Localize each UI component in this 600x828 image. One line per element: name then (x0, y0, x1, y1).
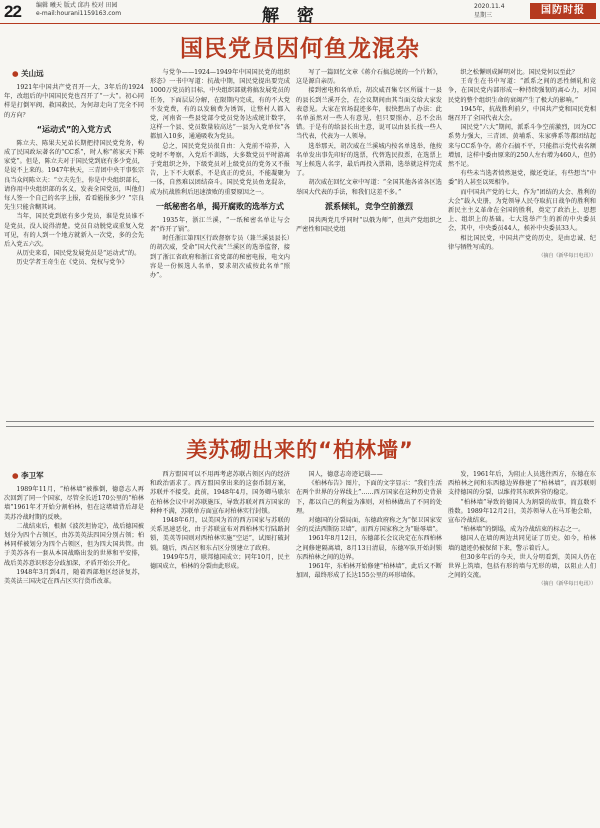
paragraph: 有些未当选者愤然退党，撤还党证，有些想当“中委”的人甚至以死相争。 (448, 170, 596, 187)
paragraph: 德国人在墙的两边共同见证了历史。如今，柏林墙的遗迹仍被保留下来，警示着后人。 (448, 535, 596, 552)
paragraph: “柏林墙”的倒塌，成为冷战结束的标志之一。 (460, 526, 585, 534)
paragraph: 从历史来看，国民党发展党员是“运动式”的。 (16, 250, 141, 258)
paragraph: 对德国的分裂局面，东德政府称之为“保卫国家安全的反法西斯防卫墙”，而西方国家称之为“耻辱墙”。 (296, 517, 442, 534)
paragraph: 但30多年后的今天，世人分明看到，美国人仍在世界上筑墙，包括有形的墙与无形的墙，以阻止人们之间的交流。 (448, 553, 596, 580)
article1-col2 (150, 68, 290, 418)
paragraph: 1935年，浙江兰溪，“一纸秘密名单让与会者“炸开了锅”。 (150, 216, 290, 234)
article1-col3 (296, 68, 442, 418)
paragraph: 1989年11月，“柏林墙”被推倒，德意志人再次回到了同一个国家，尽管全长近170公里的“柏林墙”1961年才开始分割柏林，但在这堵墙背后却是美苏冷战时期的反映。 (4, 486, 144, 521)
paragraph: “柏林墙”导致的德国人为割裂的故事，简直数不胜数。1989年12月2日，美苏领导人在马耳他会晤，宣布冷战结束。 (448, 498, 596, 525)
article1-col4 (448, 68, 596, 418)
email-line: e-mail:hourani1159163.com (36, 10, 122, 17)
issue-date (474, 2, 505, 20)
article2-col1 (4, 470, 144, 824)
paragraph: 总之，国民党党员很自由：入党前不培养，入党时不考察，入党后不训练，大多数党员平时游离于党组织之外，下级党员对上级党员的党务又不报告，上下不大联系，不是真正的党员，不能凝聚为一体，自然难以团结奋斗。国民党党员鱼龙混杂，成为抗战胜利后迅速溃败的重要原因之一。 (150, 142, 290, 196)
author-marker-icon: ● (12, 69, 22, 78)
page-header (0, 0, 600, 24)
section-title: 解 密 (262, 6, 320, 26)
paragraph: 1949年5月，联邦德国成立；同年10月，民主德国成立，柏林的分裂由此形成。 (150, 553, 290, 571)
article2-author (12, 470, 144, 481)
paragraph: 写了一篇回忆文章《蒋介石搞总统的一个片断》，这是源自亲历。 (296, 69, 442, 86)
article2-col3 (296, 470, 442, 824)
editor-meta (36, 2, 121, 18)
paragraph: 1948年3月到4月，随着西部地区经济复苏，美英法三国决定在西占区实行货币改革。 (4, 568, 144, 586)
paragraph: 国民党“六大”期间，派系斗争空前激烈，因为CC系势力强大，三青团、黄埔系、朱家骅系等都团结起来与CC系争夺。蒋介石搞不平，只能指示党代表名额增加，这样中委由原来的250人左右增为460人，但仍然不足。 (448, 124, 596, 169)
page-number: 22 (4, 2, 21, 21)
article1-credit: （摘自《新华每日电讯》） (538, 253, 596, 260)
article1-subhead3: 派系倾轧，竞争空前激烈 (325, 201, 413, 211)
article1-author-name: 关山远 (21, 69, 44, 78)
paragraph: 当年，国民党到底有多少党员，谁是党员谁不是党员，没人说得清楚。党员自动脱党或重复入党可见，有的人到一个地方就新入一次党，多的会先后入党五六次。 (4, 213, 144, 249)
paragraph: 陈立夫、陈果夫兄弟长期把持国民党党务，构成了民国政坛著名的“CC系”，时人称“蒋家天下陈家党”。但是，陈立夫对于国民党到底有多少党员，是说不上来的。1947年秋天，三青团中央干事张宗良当众问陈立夫：“立夫先生，你是中央组织部长，请你用中央组织部的名义，发表全国党员，叫他们每人签一个自己的名字上报，看看能报多少？”宗良先生只能含糊其词。 (4, 139, 144, 212)
paragraph: 与党争——1924—1949年中国国民党的组织形态》一书中写道：抗战中期，国民党提出要完成1000万党员的目标，中央组织部就将搞发展党员的任务，下面层层分解，在限期内完成，有的不大党不发党费，有的以发稿费为诱饵，让整村人都入党，河南省一些县党部令党员党务达成统计数字，这样一个县、党员数量较高达“一县为入党单位”各都加入10多，通通吸收为党员。 (150, 69, 290, 141)
author-marker-icon: ● (12, 471, 22, 480)
article1-title: 国民党员因何鱼龙混杂 (180, 36, 420, 62)
article1-subhead2: 一纸秘密名单，揭开腐败的选举方式 (156, 201, 284, 211)
paragraph: 发，1961年后，为阻止人员逃往西方，东德在东西柏林之间和东西德边界修建了“柏林墙”，而苏联则支持德国的分裂，以维持其东欧阵营的稳定。 (448, 471, 596, 497)
paragraph: 王奇生在书中写道：“派系之间的恶性倾轧和竞争，在国民党内部形成一种持续强韧的离心力，对国民党的整个组织生命的衰竭产生了极大的影响。” (448, 78, 596, 104)
article1-author (12, 68, 144, 79)
paragraph: 1961年，东柏林开始修建“柏林墙”，此后又不断加固，最终形成了长达155公里的环形墙体。 (296, 563, 442, 580)
paragraph: 相比国民党，中国共产党的历史，是由忠诚、纪律与牺牲写成的。 (448, 234, 596, 251)
paragraph: 1945年，抗战胜利前夕，中国共产党和国民党相继召开了全国代表大会。 (448, 105, 596, 123)
paragraph: 国人，德意志奇迹记载—— (308, 471, 383, 478)
paragraph: 国共两党几乎同时“以俄为师”，但共产党组织之严密性和国民党组 (296, 216, 442, 234)
article2-author-name: 李卫军 (21, 471, 44, 480)
paragraph: 历史学者王奇生在《党员、党权与党争》 (16, 259, 128, 267)
article1-col1 (4, 68, 144, 418)
paragraph: 1961年8月12日，东德部长会议决定在东西柏林之间修建隔离墙，8月13日清晨，东德军队开始封锁东西柏林之间的边界。 (296, 535, 442, 561)
weekday-line: 星期三 (474, 12, 493, 19)
article1-subhead1: “运动式”的入党方式 (36, 124, 112, 134)
paragraph: 织之松懈则成鲜明对比。国民党何以至此？ (460, 69, 578, 76)
paragraph: 选举那天，胡次威在兰溪城内按名单选举，他按名单发出事先印好的选票，代替选民投票，在选票上写上候选人名字，最后再投入票箱，选举就这样完成了。 (296, 142, 442, 178)
paragraph: 1921年中国共产党召开一大，3年后的1924年，改组后的中国国民党也召开了“一大”。初心同样是打倒军阀、救国救民，为何却走向了完全不同的方向？ (4, 84, 144, 119)
paragraph: 接到密电和名单后，胡次威召集专区所属十一县的县长到兰溪开会，在会议期间由其当面交给大家发表意见。大家在官场混迹多年，很快想出了办法：此名单虽然对一些人有意见，但只要照办，总不会出错。于是有的给县长出主意，说可以由县长找一些人当代表，代表为一人领导。 (296, 87, 442, 141)
article2-credit: （摘自《新华每日电讯》） (538, 581, 596, 588)
date-line: 2020.11.4 (474, 3, 505, 10)
paragraph: 时任浙江第四区行政督察专员（兼兰溪县县长）的胡次威，受命“国大代表”兰溪区的选举监督，接到了浙江省政府和浙江省党部的秘密电报，电文内容是一份候选人名单，要求胡次威按此名单“照办”。 (150, 235, 290, 280)
article-divider (6, 421, 594, 427)
paragraph: 西方盟国可以不用再考虑苏联占领区内的经济和政治需求了。西方盟国拿出来的这套币制方案，苏联并不接受。此前，1948年4月，国务卿马歇尔在柏林会议中对苏联施压，导致苏联对西方国家的种种不满，苏联单方面宣布对柏林实行封锁。 (150, 471, 290, 515)
paragraph: 《柏林布告》图片，下面的文字显示：“我们生活在两个世界的分界线上”……西方国家在这种历史背景下，都以自己的利益为准则，对柏林做出了不同的处理。 (296, 480, 442, 515)
paragraph: 而中国共产党的七大，作为“团结的大会、胜利的大会”载入史册，为党领导人民夺取抗日战争的胜利和新民主主义革命在全国的胜利，奠定了政治上、思想上、组织上的基础。七大选举产生的新的中央委员会，其中，中央委员44人，候补中央委员33人。 (448, 188, 596, 233)
paragraph: 胡次威在回忆文章中写道：“全国其他各省各区选举国大代表的手法，和我们这差不多。” (296, 179, 442, 196)
article2-col4 (448, 470, 596, 824)
paragraph: 二战结束后，根据《波茨坦协定》，战后德国被划分为四个占领区，由苏美英法四国分别占领；柏林同样被划分为四个占领区，但为四大国共管。由于美苏各有一套从本国战略出发的世界和平安排，战后美苏意识形态分歧加深，矛盾开始公开化。 (4, 522, 144, 567)
editor-line: 编辑 曦天 版式 邱冉 校对 田园 (36, 2, 118, 9)
paragraph: 1948年6月，以美国为首的西方国家与苏联的关系迅速恶化，由于苏联宣布对西柏林实行陆路封锁，美英等国则对西柏林实施“空运”，试图打破封锁。随后，西占区和东占区分别建立了政府。 (150, 517, 290, 552)
newspaper-logo: 国防时报 (530, 3, 596, 19)
article2-col2 (150, 470, 290, 824)
article2-title: 美苏砌出来的“柏林墙” (186, 438, 414, 462)
